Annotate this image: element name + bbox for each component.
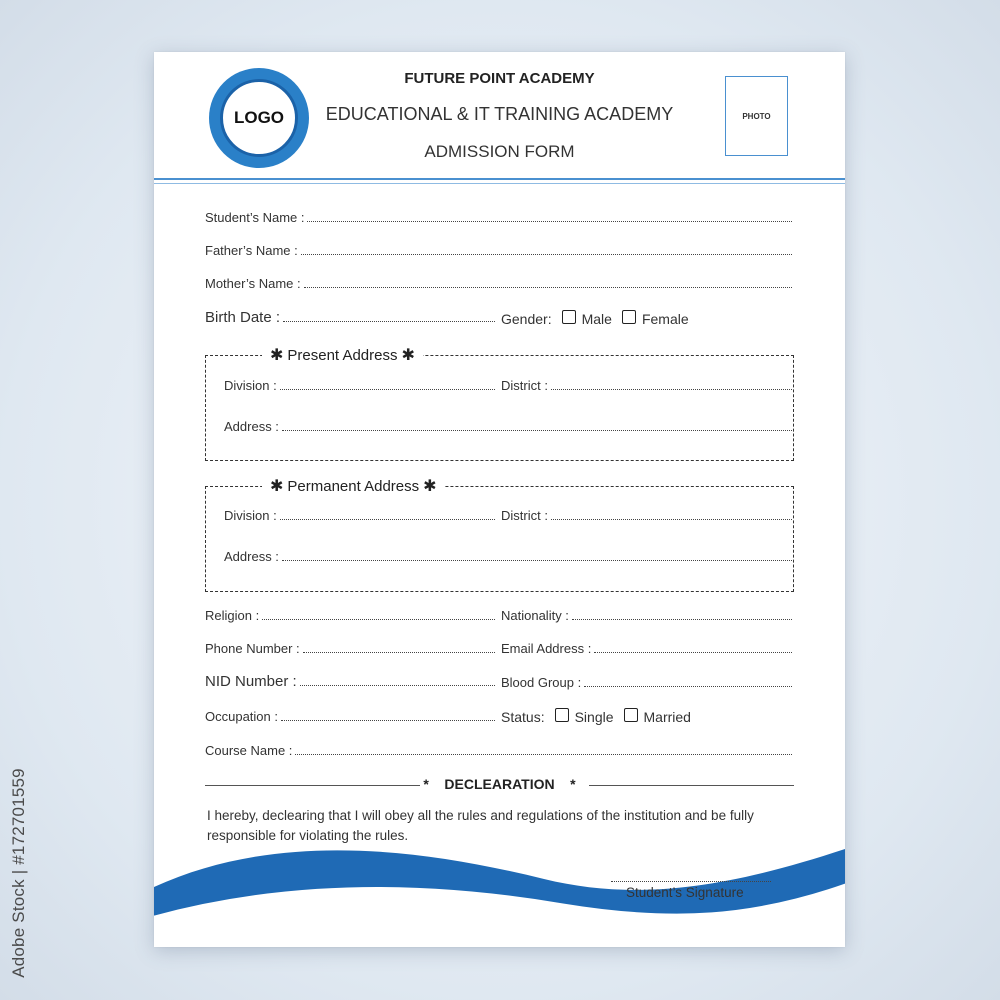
declaration-text: I hereby, declearing that I will obey all the rules and regulations of the institution and be fully responsible for violating the rules. (207, 808, 754, 843)
mother-name-field[interactable] (304, 275, 792, 288)
star-icon: * (423, 776, 429, 792)
birth-date-label: Birth Date : (205, 309, 281, 326)
present-district-row[interactable] (501, 377, 792, 397)
nid-label: NID Number : (205, 673, 297, 690)
stock-id-watermark (6, 758, 32, 988)
star-icon: ✱ (423, 478, 437, 495)
nid-field[interactable] (300, 673, 495, 686)
present-district-field[interactable] (551, 377, 792, 390)
married-checkbox[interactable] (624, 708, 638, 722)
occupation-row[interactable] (205, 708, 495, 728)
phone-row[interactable] (205, 640, 495, 660)
mother-name-label: Mother’s Name : (205, 276, 301, 291)
present-division-row[interactable] (224, 377, 495, 397)
email-row[interactable] (501, 640, 792, 660)
permanent-address-field[interactable] (282, 548, 792, 561)
logo-text: LOGO (220, 79, 298, 157)
present-address-label: Address : (224, 419, 279, 434)
present-address-row[interactable] (224, 418, 792, 438)
present-division-field[interactable] (280, 377, 495, 390)
phone-field[interactable] (303, 640, 495, 653)
permanent-address-row[interactable] (224, 548, 792, 568)
present-address-box (205, 347, 794, 461)
phone-label: Phone Number : (205, 641, 300, 656)
permanent-address-box (205, 478, 794, 592)
occupation-label: Occupation : (205, 709, 278, 724)
star-icon: ✱ (401, 347, 415, 364)
permanent-address-label: Address : (224, 549, 279, 564)
star-icon: ✱ (270, 478, 284, 495)
declaration-heading (205, 776, 794, 796)
admission-form-sheet (154, 52, 845, 947)
birth-date-field[interactable] (283, 309, 495, 322)
permanent-district-label: District : (501, 508, 548, 523)
present-address-title (262, 345, 423, 365)
permanent-address-title (262, 476, 445, 496)
religion-field[interactable] (262, 607, 495, 620)
father-name-field[interactable] (301, 242, 792, 255)
permanent-address-title-text: Permanent Address (287, 478, 420, 495)
student-name-field[interactable] (307, 209, 792, 222)
course-row[interactable] (205, 742, 792, 762)
female-label: Female (641, 311, 689, 327)
religion-row[interactable] (205, 607, 495, 627)
student-name-row[interactable] (205, 209, 792, 229)
blood-group-label: Blood Group : (501, 675, 582, 690)
email-field[interactable] (594, 640, 792, 653)
academy-name: FUTURE POINT ACADEMY (404, 70, 595, 87)
male-checkbox[interactable] (562, 310, 576, 324)
nationality-row[interactable] (501, 607, 792, 627)
permanent-district-field[interactable] (551, 507, 792, 520)
declaration-title-text: DECLEARATION (444, 776, 555, 792)
declaration-title (205, 776, 794, 792)
header-divider-thin (154, 183, 845, 184)
nid-row[interactable] (205, 673, 495, 693)
header-divider (154, 178, 845, 180)
present-district-label: District : (501, 378, 548, 393)
course-field[interactable] (295, 742, 792, 755)
signature-label: Student’s Signature (626, 885, 744, 900)
father-name-label: Father’s Name : (205, 243, 298, 258)
academy-subtitle: EDUCATIONAL & IT TRAINING ACADEMY (325, 104, 674, 124)
star-icon: * (570, 776, 576, 792)
permanent-district-row[interactable] (501, 507, 792, 527)
student-name-label: Student’s Name : (205, 210, 305, 225)
religion-label: Religion : (205, 608, 260, 623)
present-address-title-text: Present Address (287, 347, 398, 364)
permanent-division-field[interactable] (280, 507, 495, 520)
male-label: Male (581, 311, 612, 327)
blood-group-row[interactable] (501, 674, 792, 694)
gender-row (501, 310, 689, 330)
female-checkbox[interactable] (622, 310, 636, 324)
single-checkbox[interactable] (555, 708, 569, 722)
present-division-label: Division : (224, 378, 277, 393)
permanent-division-label: Division : (224, 508, 277, 523)
father-name-row[interactable] (205, 242, 792, 262)
photo-label: PHOTO (742, 111, 771, 121)
signature-field[interactable] (611, 877, 771, 882)
status-row (501, 708, 691, 728)
photo-box[interactable] (725, 76, 788, 156)
blood-group-field[interactable] (584, 674, 792, 687)
present-address-field[interactable] (282, 418, 792, 431)
married-label: Married (643, 709, 691, 725)
occupation-field[interactable] (281, 708, 495, 721)
permanent-division-row[interactable] (224, 507, 495, 527)
single-label: Single (574, 709, 614, 725)
course-label: Course Name : (205, 743, 293, 758)
nationality-label: Nationality : (501, 608, 569, 623)
star-icon: ✱ (270, 347, 284, 364)
stock-id-text: Adobe Stock | #172701559 (9, 768, 28, 978)
mother-name-row[interactable] (205, 275, 792, 295)
gender-label: Gender: (501, 311, 552, 327)
email-label: Email Address : (501, 641, 592, 656)
nationality-field[interactable] (572, 607, 792, 620)
status-label: Status: (501, 709, 545, 725)
form-title: ADMISSION FORM (424, 142, 575, 161)
birth-date-row[interactable] (205, 309, 495, 329)
